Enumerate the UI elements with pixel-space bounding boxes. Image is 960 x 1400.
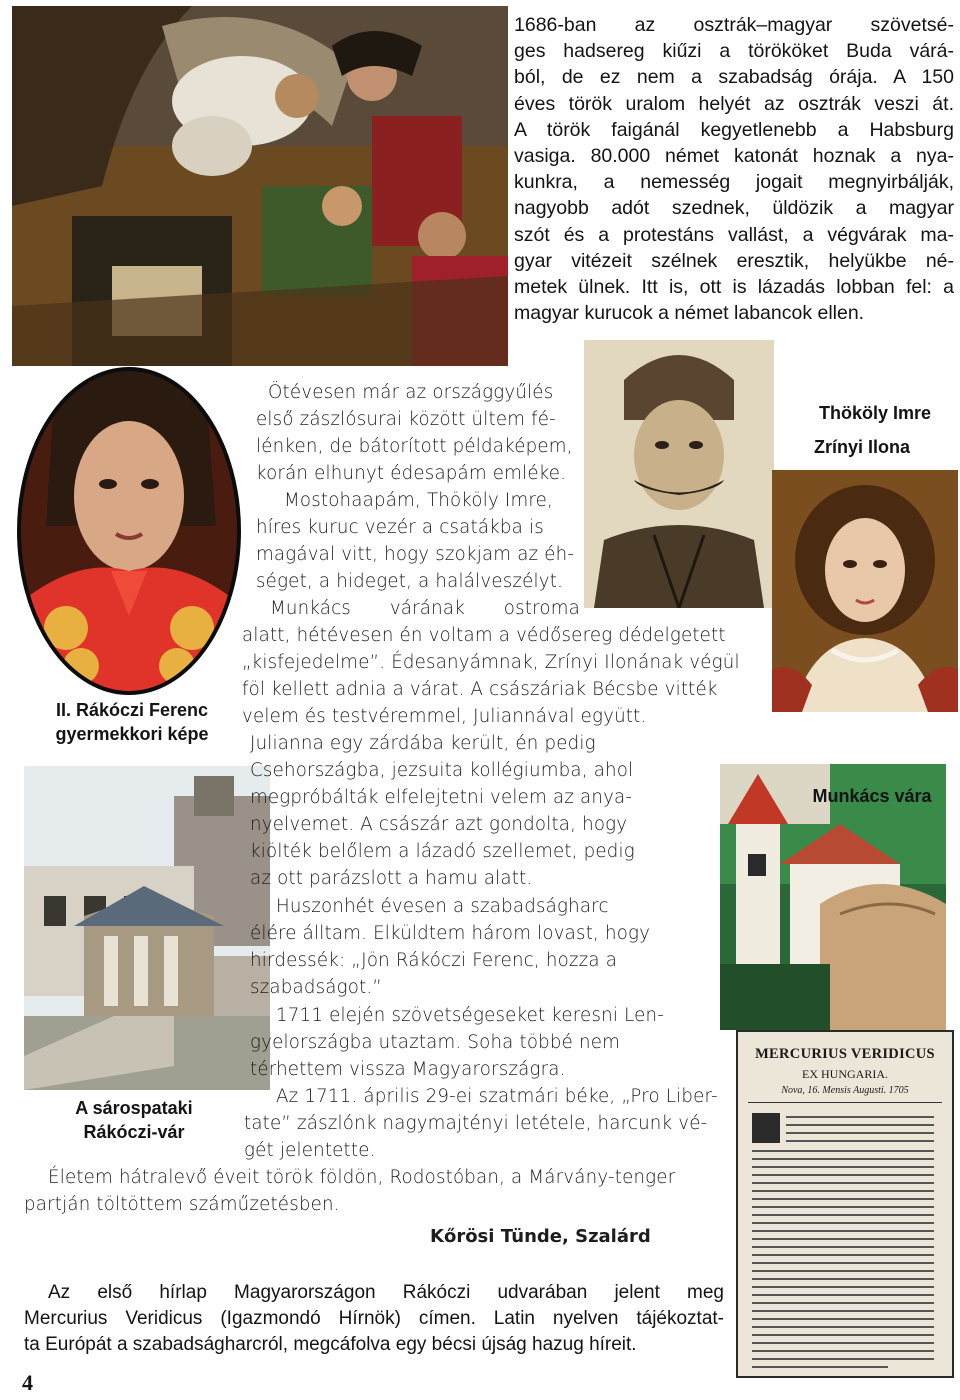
intro-line: kunkra, a nemesség jogait megnyirbálják, <box>514 171 954 194</box>
footer-paragraph <box>24 1280 724 1358</box>
memoir-line: Ötévesen már az országgyűlés <box>268 382 554 403</box>
memoir-line: nyelvemet. A császár azt gondolta, hogy <box>250 814 628 835</box>
sarospatak-castle-photo <box>24 766 270 1090</box>
memoir-line: hirdessék: „Jön Rákóczi Ferenc, hozza a <box>250 950 618 971</box>
footer-line: ta Európát a szabadságharcról, megcáfolva egy bécsi újság hazug híreit. <box>24 1334 637 1355</box>
memoir-line: az ott parázslott a hamu alatt. <box>250 868 533 889</box>
newspaper-title: MERCURIUS VERIDICUS <box>755 1046 935 1062</box>
battle-painting <box>12 6 508 366</box>
intro-line: metek ülnek. Itt is, ott is lázadás lobban fel: a <box>514 276 954 299</box>
mercurius-newspaper <box>736 1030 954 1378</box>
caption-sarospatak <box>34 1096 234 1144</box>
newspaper-body-text <box>738 1109 948 1378</box>
caption-rakoczi-line2: gyermekkori képe <box>55 724 209 744</box>
memoir-line: Julianna egy zárdába került, én pedig <box>250 733 596 754</box>
zrinyi-portrait <box>772 470 958 712</box>
memoir-line: gyelországba utaztam. Soha többé nem <box>250 1032 621 1053</box>
memoir-line: Munkács várának ostroma <box>270 598 580 619</box>
newspaper-date: Nova, 16. Mensis Augusti. 1705 <box>781 1085 909 1096</box>
author-signature: Kőrösi Tünde, Szalárd <box>430 1226 651 1247</box>
memoir-line: partján töltöttem száműzetésben. <box>24 1194 340 1215</box>
memoir-line: Életem hátralevő éveit török földön, Rodostóban, a Márvány-tenger <box>48 1167 676 1188</box>
page-number: 4 <box>22 1370 33 1395</box>
intro-paragraph <box>514 12 954 326</box>
memoir-line: megpróbálták elfelejtetni velem az anya- <box>250 787 633 808</box>
caption-sarospatak-line1: A sárospataki <box>75 1098 193 1118</box>
rakoczi-portrait <box>16 366 242 696</box>
memoir-line: Huszonhét évesen a szabadságharc <box>276 896 609 917</box>
caption-sarospatak-line2: Rákóczi-vár <box>83 1122 185 1142</box>
memoir-line: Csehországba, jezsuita kollégiumba, ahol <box>250 760 634 781</box>
thokoly-portrait <box>584 340 774 608</box>
memoir-line: térhettem vissza Magyarországra. <box>250 1059 566 1080</box>
footer-line: Az első hírlap Magyarországon Rákóczi udvarában jelent meg <box>48 1282 724 1303</box>
memoir-line: első zászlósurai között ültem fé- <box>256 409 556 430</box>
intro-line: gyar vitézeit szélnek eresztik, helyükbe né- <box>514 249 954 272</box>
caption-thokoly: Thököly Imre <box>818 403 932 423</box>
memoir-line: Mostohaapám, Thököly Imre, <box>284 490 554 511</box>
newspaper-subtitle: EX HUNGARIA. <box>802 1067 888 1081</box>
memoir-line: lénken, de bátorított példaképem, <box>256 436 573 457</box>
memoir-line: élére álltam. Elküldtem három lovast, hogy <box>250 923 651 944</box>
memoir-line: séget, a hideget, a halálveszélyt. <box>256 571 564 592</box>
memoir-line: híres kuruc vezér a csatákba is <box>256 517 544 538</box>
intro-line: A török faigánál kegyetlenebb a Habsburg <box>514 118 954 141</box>
memoir-line: 1711 elején szövetségeseket keresni Len- <box>276 1005 664 1026</box>
newspaper-rule <box>748 1102 942 1103</box>
intro-line: ges hadsereg kiűzi a törököket Buda várá- <box>514 40 954 63</box>
footer-line: Mercurius Veridicus (Igazmondó Hírnök) címen. Latin nyelven tájékoztat- <box>24 1308 724 1329</box>
memoir-line: föl kellett adnia a várat. A császáriak Bécsbe vitték <box>242 679 718 700</box>
memoir-line: magával vitt, hogy szokjam az éh- <box>256 544 575 565</box>
caption-munkacs: Munkács vára <box>812 786 932 806</box>
memoir-line: kiölték belőlem a lázadó szellemet, pedig <box>250 841 635 862</box>
intro-line: ból, de ez nem a szabadság órája. A 150 <box>514 66 954 89</box>
intro-line: nagyobb adót szednek, üldözik a magyar <box>514 197 954 220</box>
memoir-line: tate” zászlónk nagymajtényi letétele, harcunk vé- <box>244 1113 708 1134</box>
memoir-line: „kisfejedelme”. Édesanyámnak, Zrínyi Ilonának végül <box>242 652 740 673</box>
memoir-line: velem és testvéremmel, Juliannával együtt. <box>242 706 647 727</box>
caption-rakoczi <box>32 698 232 746</box>
intro-line: szót és a protestáns vallást, a végvárak ma- <box>514 223 954 246</box>
memoir-line: Az 1711. április 29-ei szatmári béke, „Pro Liber- <box>276 1086 718 1107</box>
intro-line: vasiga. 80.000 német katonát hoznak a nya- <box>514 145 954 168</box>
intro-line: magyar kurucok a német labancok ellen. <box>514 302 865 325</box>
caption-zrinyi: Zrínyi Ilona <box>813 437 910 457</box>
memoir-line: gét jelentette. <box>244 1140 376 1161</box>
memoir-line: alatt, hétévesen én voltam a védősereg dédelgetett <box>242 625 726 646</box>
memoir-line: szabadságot.” <box>250 977 382 998</box>
memoir-line: korán elhunyt édesapám emléke. <box>256 463 567 484</box>
intro-line: éves török uralom helyét az osztrák veszi át. <box>514 92 954 115</box>
intro-line: 1686-ban az osztrák–magyar szövetsé- <box>514 14 954 36</box>
caption-rakoczi-line1: II. Rákóczi Ferenc <box>55 700 209 720</box>
